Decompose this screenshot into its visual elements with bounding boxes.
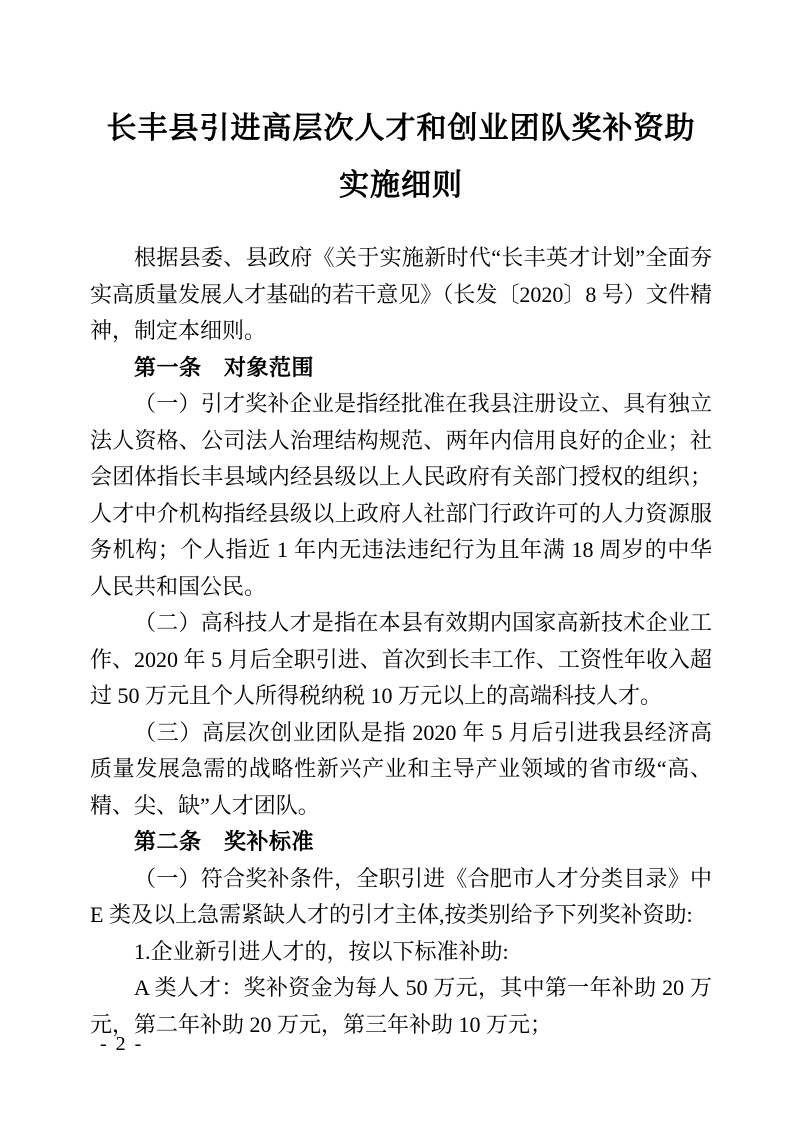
page-number: - 2 - <box>100 1033 144 1055</box>
document-content <box>90 0 712 1043</box>
paragraph-article1-item1: （一）引才奖补企业是指经批准在我县注册设立、具有独立法人资格、公司法人治理结构规范、两年内信用良好的企业；社会团体指长丰县域内经县级以上人民政府有关部门授权的组织；人才中介机构指经县级以上政府人社部门行政许可的人力资源服务机构；个人指近 1 年内无违法违纪行为且年满 18 周岁的中华人民共和国公民。 <box>90 391 712 599</box>
paragraph-article2-item1: （一）符合奖补条件，全职引进《合肥市人才分类目录》中 E 类及以上急需紧缺人才的引才主体,按类别给予下列奖补资助: <box>90 865 712 927</box>
document-title <box>90 100 712 214</box>
paragraph-article1-item2: （二）高科技人才是指在本县有效期内国家高新技术企业工作、2020 年 5 月后全职引进、首次到长丰工作、工资性年收入超过 50 万元且个人所得税纳税 10 万元以上的高端科技人才。 <box>90 610 712 708</box>
section-heading-article-1: 第一条 对象范围 <box>134 354 315 380</box>
paragraph-article1-item3: （三）高层次创业团队是指 2020 年 5 月后引进我县经济高质量发展急需的战略性新兴产业和主导产业领域的省市级“高、精、尖、缺”人才团队。 <box>90 719 712 818</box>
document-title-line-2: 实施细则 <box>339 169 463 202</box>
document-body <box>90 240 712 1043</box>
paragraph-intro: 根据县委、县政府《关于实施新时代“长丰英才计划”全面夯实高质量发展人才基础的若干意见》（长发〔2020〕8 号）文件精神，制定本细则。 <box>90 245 712 343</box>
section-heading-article-2: 第二条 奖补标准 <box>134 829 315 854</box>
paragraph-article2-class-a: A 类人才：奖补资金为每人 50 万元，其中第一年补助 20 万元，第二年补助 20 万元，第三年补助 10 万元； <box>90 975 712 1037</box>
paragraph-article2-sub1: 1.企业新引进人才的，按以下标准补助: <box>134 938 509 964</box>
document-title-line-1: 长丰县引进高层次人才和创业团队奖补资助 <box>106 112 696 145</box>
